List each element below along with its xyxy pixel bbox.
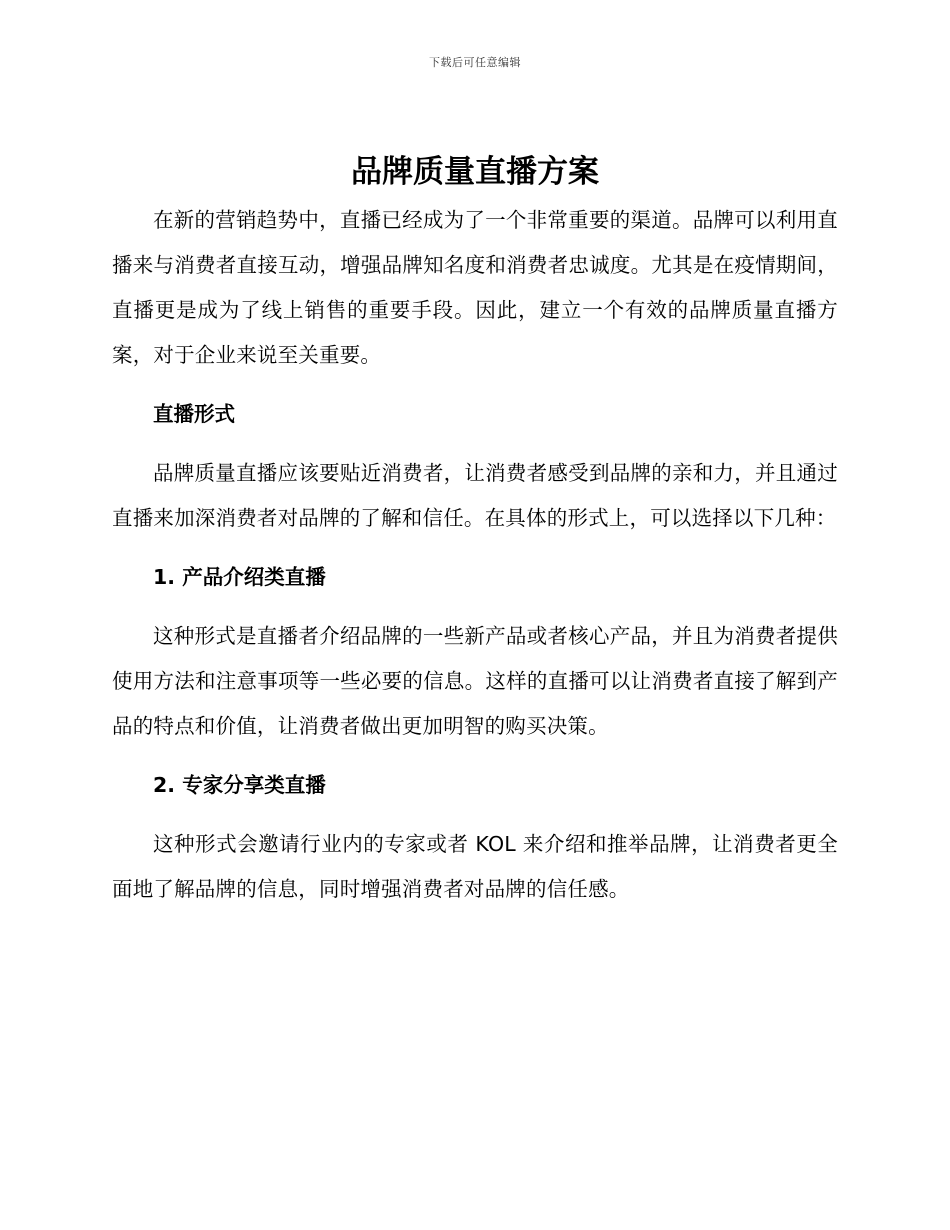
item-1-heading: 1. 产品介绍类直播 [153, 565, 326, 589]
intro-paragraph: 在新的营销趋势中，直播已经成为了一个非常重要的渠道。品牌可以利用直播来与消费者直接互动，增强品牌知名度和消费者忠诚度。尤其是在疫情期间，直播更是成为了线上销售的重要手段。因此，建立一个有效的品牌质量直播方案，对于企业来说至关重要。 [112, 208, 838, 367]
item-1-body: 这种形式是直播者介绍品牌的一些新产品或者核心产品，并且为消费者提供使用方法和注意事项等一些必要的信息。这样的直播可以让消费者直接了解到产品的特点和价值，让消费者做出更加明智的购买决策。 [112, 624, 838, 738]
item-2-body: 这种形式会邀请行业内的专家或者 KOL 来介绍和推举品牌，让消费者更全面地了解品牌的信息，同时增强消费者对品牌的信任感。 [112, 832, 838, 901]
section-heading: 直播形式 [153, 402, 235, 426]
page-header-note: 下载后可任意编辑 [429, 56, 521, 69]
document-body [112, 150, 838, 912]
section-intro-paragraph: 品牌质量直播应该要贴近消费者，让消费者感受到品牌的亲和力，并且通过直播来加深消费者对品牌的了解和信任。在具体的形式上，可以选择以下几种： [112, 461, 838, 530]
document-title: 品牌质量直播方案 [351, 154, 599, 190]
item-2-heading: 2. 专家分享类直播 [153, 773, 326, 797]
